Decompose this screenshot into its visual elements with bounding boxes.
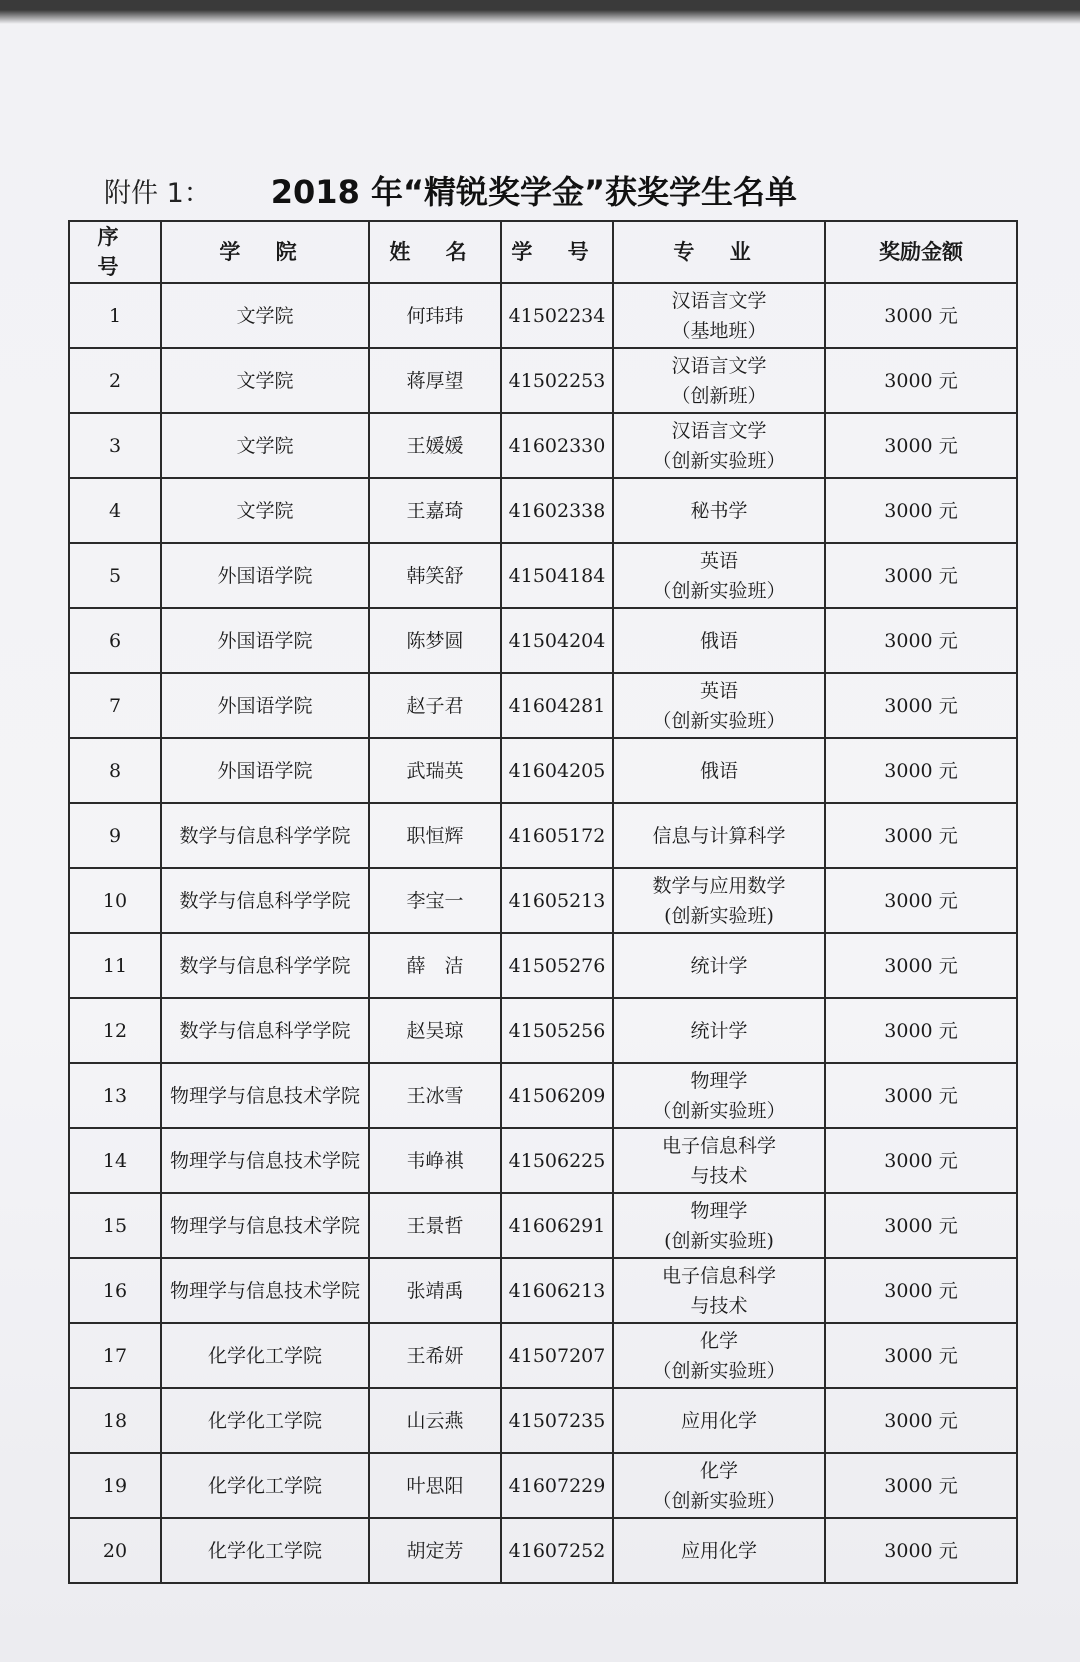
cell-no: 5	[69, 543, 161, 608]
cell-name: 韦峥祺	[369, 1128, 501, 1193]
table-row	[69, 1388, 1017, 1453]
cell-major	[613, 738, 825, 803]
cell-college: 外国语学院	[161, 608, 369, 673]
cell-student-id: 41605172	[501, 803, 613, 868]
cell-major	[613, 543, 825, 608]
major-note: （创新实验班）	[652, 1359, 786, 1382]
cell-no: 16	[69, 1258, 161, 1323]
major-note: 与技术	[690, 1164, 748, 1187]
header-college: 学 院	[161, 221, 369, 283]
major-name: 英语	[699, 679, 738, 702]
page-title: 2018 年“精锐奖学金”获奖学生名单	[270, 173, 798, 211]
cell-college: 外国语学院	[161, 673, 369, 738]
cell-amount: 3000 元	[825, 1063, 1017, 1128]
cell-college: 物理学与信息技术学院	[161, 1193, 369, 1258]
major-note: (创新实验班)	[664, 1229, 774, 1252]
cell-no: 6	[69, 608, 161, 673]
table-row	[69, 1258, 1017, 1323]
major-name: 秘书学	[690, 499, 748, 522]
table-row	[69, 1063, 1017, 1128]
cell-college: 外国语学院	[161, 543, 369, 608]
cell-name: 王景哲	[369, 1193, 501, 1258]
major-name: 汉语言文学	[671, 354, 767, 377]
table-row	[69, 1518, 1017, 1583]
major-name: 汉语言文学	[671, 419, 767, 442]
cell-name: 职恒辉	[369, 803, 501, 868]
cell-amount: 3000 元	[825, 413, 1017, 478]
major-name: 化学	[699, 1459, 738, 1482]
table-header-row	[69, 221, 1017, 283]
table-row	[69, 608, 1017, 673]
table-row	[69, 803, 1017, 868]
cell-major	[613, 1518, 825, 1583]
cell-major	[613, 348, 825, 413]
major-note: (创新实验班)	[664, 904, 774, 927]
cell-major	[613, 673, 825, 738]
cell-student-id: 41604281	[501, 673, 613, 738]
major-note: （创新实验班）	[652, 709, 786, 732]
table-row	[69, 1193, 1017, 1258]
cell-amount: 3000 元	[825, 738, 1017, 803]
cell-student-id: 41505276	[501, 933, 613, 998]
cell-amount: 3000 元	[825, 1453, 1017, 1518]
cell-name: 赵子君	[369, 673, 501, 738]
cell-no: 20	[69, 1518, 161, 1583]
cell-major	[613, 478, 825, 543]
cell-college: 物理学与信息技术学院	[161, 1258, 369, 1323]
major-name: 俄语	[699, 759, 738, 782]
major-name: 统计学	[690, 1019, 748, 1042]
cell-amount: 3000 元	[825, 1323, 1017, 1388]
cell-no: 12	[69, 998, 161, 1063]
cell-student-id: 41502234	[501, 283, 613, 348]
cell-major	[613, 1063, 825, 1128]
major-name: 俄语	[699, 629, 738, 652]
cell-no: 9	[69, 803, 161, 868]
major-name: 英语	[699, 549, 738, 572]
cell-major	[613, 608, 825, 673]
table-row	[69, 933, 1017, 998]
major-note: （创新班）	[671, 384, 767, 407]
header-name: 姓 名	[369, 221, 501, 283]
cell-no: 19	[69, 1453, 161, 1518]
cell-amount: 3000 元	[825, 1518, 1017, 1583]
major-note: （创新实验班）	[652, 579, 786, 602]
cell-no: 2	[69, 348, 161, 413]
cell-amount: 3000 元	[825, 673, 1017, 738]
cell-amount: 3000 元	[825, 868, 1017, 933]
cell-name: 韩笑舒	[369, 543, 501, 608]
cell-student-id: 41602338	[501, 478, 613, 543]
cell-college: 化学化工学院	[161, 1518, 369, 1583]
table-row	[69, 543, 1017, 608]
cell-name: 薛 洁	[369, 933, 501, 998]
cell-major	[613, 998, 825, 1063]
cell-amount: 3000 元	[825, 608, 1017, 673]
cell-no: 11	[69, 933, 161, 998]
cell-college: 文学院	[161, 478, 369, 543]
cell-student-id: 41505256	[501, 998, 613, 1063]
header-no: 序 号	[69, 221, 161, 283]
major-name: 物理学	[690, 1069, 748, 1092]
cell-no: 8	[69, 738, 161, 803]
table-row	[69, 478, 1017, 543]
attachment-label: 附件 1：	[104, 177, 211, 209]
cell-student-id: 41507235	[501, 1388, 613, 1453]
cell-name: 张靖禹	[369, 1258, 501, 1323]
table-row	[69, 1453, 1017, 1518]
cell-amount: 3000 元	[825, 478, 1017, 543]
cell-name: 武瑞英	[369, 738, 501, 803]
cell-amount: 3000 元	[825, 1258, 1017, 1323]
cell-college: 文学院	[161, 283, 369, 348]
table-row	[69, 348, 1017, 413]
cell-name: 王嘉琦	[369, 478, 501, 543]
major-note: （创新实验班）	[652, 449, 786, 472]
major-name: 应用化学	[680, 1409, 757, 1432]
cell-no: 13	[69, 1063, 161, 1128]
cell-student-id: 41506225	[501, 1128, 613, 1193]
cell-amount: 3000 元	[825, 933, 1017, 998]
cell-amount: 3000 元	[825, 543, 1017, 608]
major-note: （创新实验班）	[652, 1099, 786, 1122]
cell-student-id: 41504204	[501, 608, 613, 673]
major-name: 信息与计算科学	[652, 824, 786, 847]
cell-name: 赵吴琼	[369, 998, 501, 1063]
major-name: 应用化学	[680, 1539, 757, 1562]
cell-no: 7	[69, 673, 161, 738]
cell-major	[613, 413, 825, 478]
table-row	[69, 283, 1017, 348]
cell-amount: 3000 元	[825, 1388, 1017, 1453]
cell-name: 山云燕	[369, 1388, 501, 1453]
cell-name: 王媛媛	[369, 413, 501, 478]
major-name: 物理学	[690, 1199, 748, 1222]
header-major: 专 业	[613, 221, 825, 283]
cell-major	[613, 1128, 825, 1193]
cell-name: 叶思阳	[369, 1453, 501, 1518]
cell-major	[613, 1258, 825, 1323]
table-row	[69, 673, 1017, 738]
cell-student-id: 41605213	[501, 868, 613, 933]
table-row	[69, 738, 1017, 803]
cell-amount: 3000 元	[825, 803, 1017, 868]
header-amount: 奖励金额	[825, 221, 1017, 283]
cell-student-id: 41506209	[501, 1063, 613, 1128]
cell-student-id: 41607252	[501, 1518, 613, 1583]
cell-student-id: 41604205	[501, 738, 613, 803]
cell-name: 王冰雪	[369, 1063, 501, 1128]
cell-name: 胡定芳	[369, 1518, 501, 1583]
cell-college: 外国语学院	[161, 738, 369, 803]
cell-major	[613, 283, 825, 348]
cell-college: 数学与信息科学学院	[161, 998, 369, 1063]
cell-name: 李宝一	[369, 868, 501, 933]
cell-student-id: 41602330	[501, 413, 613, 478]
cell-major	[613, 1388, 825, 1453]
cell-student-id: 41504184	[501, 543, 613, 608]
cell-college: 数学与信息科学学院	[161, 803, 369, 868]
table-row	[69, 413, 1017, 478]
cell-student-id: 41507207	[501, 1323, 613, 1388]
cell-college: 化学化工学院	[161, 1323, 369, 1388]
cell-no: 17	[69, 1323, 161, 1388]
major-name: 数学与应用数学	[652, 874, 786, 897]
cell-no: 3	[69, 413, 161, 478]
award-list-table	[68, 220, 1018, 1584]
major-note: 与技术	[690, 1294, 748, 1317]
cell-no: 15	[69, 1193, 161, 1258]
cell-college: 物理学与信息技术学院	[161, 1063, 369, 1128]
cell-major	[613, 1453, 825, 1518]
table-row	[69, 1323, 1017, 1388]
cell-no: 14	[69, 1128, 161, 1193]
major-name: 化学	[699, 1329, 738, 1352]
cell-amount: 3000 元	[825, 283, 1017, 348]
cell-major	[613, 1193, 825, 1258]
cell-name: 何玮玮	[369, 283, 501, 348]
major-note: （基地班）	[671, 319, 767, 342]
cell-name: 王希妍	[369, 1323, 501, 1388]
cell-amount: 3000 元	[825, 1128, 1017, 1193]
cell-amount: 3000 元	[825, 998, 1017, 1063]
cell-student-id: 41606213	[501, 1258, 613, 1323]
table-row	[69, 1128, 1017, 1193]
cell-college: 文学院	[161, 348, 369, 413]
document-heading	[104, 160, 1004, 220]
table-row	[69, 868, 1017, 933]
cell-college: 物理学与信息技术学院	[161, 1128, 369, 1193]
major-name: 电子信息科学	[661, 1134, 776, 1157]
cell-amount: 3000 元	[825, 1193, 1017, 1258]
cell-major	[613, 933, 825, 998]
cell-college: 化学化工学院	[161, 1453, 369, 1518]
cell-name: 陈梦圆	[369, 608, 501, 673]
table-row	[69, 998, 1017, 1063]
cell-no: 1	[69, 283, 161, 348]
cell-college: 数学与信息科学学院	[161, 933, 369, 998]
cell-college: 数学与信息科学学院	[161, 868, 369, 933]
cell-student-id: 41606291	[501, 1193, 613, 1258]
cell-major	[613, 868, 825, 933]
cell-major	[613, 803, 825, 868]
major-note: （创新实验班）	[652, 1489, 786, 1512]
cell-major	[613, 1323, 825, 1388]
major-name: 统计学	[690, 954, 748, 977]
cell-no: 18	[69, 1388, 161, 1453]
major-name: 电子信息科学	[661, 1264, 776, 1287]
cell-college: 文学院	[161, 413, 369, 478]
cell-no: 10	[69, 868, 161, 933]
cell-student-id: 41502253	[501, 348, 613, 413]
cell-amount: 3000 元	[825, 348, 1017, 413]
cell-name: 蒋厚望	[369, 348, 501, 413]
cell-college: 化学化工学院	[161, 1388, 369, 1453]
cell-no: 4	[69, 478, 161, 543]
major-name: 汉语言文学	[671, 289, 767, 312]
cell-student-id: 41607229	[501, 1453, 613, 1518]
header-student-id: 学 号	[501, 221, 613, 283]
